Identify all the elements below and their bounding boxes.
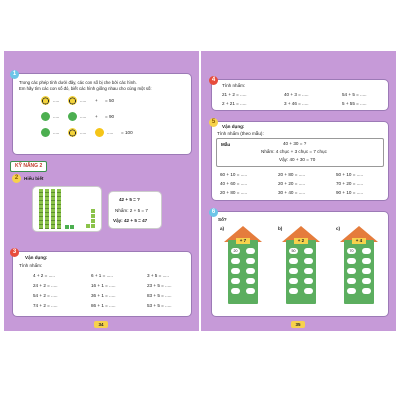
ten-rod [39, 189, 43, 229]
unit-block [70, 225, 74, 229]
calc-item: 24 + 2 = ..... [33, 283, 58, 288]
calc-item: 30 + 40 = ..... [278, 190, 306, 195]
house-input[interactable] [246, 288, 255, 294]
house-input[interactable]: 50 [289, 248, 298, 254]
house-sign: + 7 [236, 238, 250, 244]
calc-item: 20 + 80 = ..... [220, 190, 248, 195]
apply-title: Vận dụng: [222, 124, 245, 129]
house-input[interactable] [289, 288, 298, 294]
calc-item: 5 + 55 = ..... [342, 101, 367, 106]
house-label: c) [336, 226, 341, 231]
calc-item: 2 + 21 = ..... [222, 101, 247, 106]
calc-item: 6 + 1 = ..... [91, 273, 113, 278]
puzzle-card [12, 73, 192, 155]
unit-block [91, 219, 95, 223]
house-input[interactable] [347, 268, 356, 274]
number-house [284, 226, 318, 304]
frog-icon [41, 112, 50, 121]
section-number-badge: 1 [10, 70, 19, 79]
house-input[interactable] [362, 268, 371, 274]
bee-icon [41, 96, 50, 105]
house-input[interactable] [304, 258, 313, 264]
understand-answer: Vậy: 42 + 5 = 47 [113, 218, 148, 223]
example-expression: 40 + 30 = ? [283, 141, 307, 146]
section-number-badge: 3 [10, 248, 19, 257]
houses-card [211, 211, 389, 317]
understand-expression: 42 + 5 = ? [119, 197, 140, 202]
house-input[interactable] [231, 258, 240, 264]
calc-item: 40 + 60 = ..... [220, 181, 248, 186]
section-number-badge: 5 [209, 118, 218, 127]
example-box [216, 138, 384, 167]
calc-item: 60 + 10 = ..... [220, 172, 248, 177]
plus-sign: + [95, 114, 98, 119]
calc-item: 3 + 5 = ..... [147, 273, 169, 278]
calc-item: 3 + 46 = ..... [284, 101, 309, 106]
right-page [201, 51, 396, 331]
unit-block [91, 214, 95, 218]
house-input[interactable] [347, 278, 356, 284]
unit-block [65, 225, 69, 229]
calc-item: 23 + 5 = ..... [147, 283, 172, 288]
understand-card [32, 186, 102, 232]
calc-item: 83 + 5 = ..... [147, 293, 172, 298]
understand-explanation-card [108, 191, 162, 229]
skill-ribbon: KỸ NĂNG 2 [10, 161, 47, 172]
house-input[interactable] [246, 248, 255, 254]
bee-icon [68, 96, 77, 105]
chick-icon [95, 128, 104, 137]
example-answer: Vậy: 40 + 30 = 70 [279, 157, 316, 162]
house-input[interactable] [231, 278, 240, 284]
house-input[interactable] [231, 268, 240, 274]
puzzle-dots: ..... [53, 130, 60, 135]
equation-result: = 100 [121, 130, 133, 135]
puzzle-dots: ..... [53, 114, 60, 119]
house-input[interactable] [289, 278, 298, 284]
puzzle-dots: ..... [80, 130, 87, 135]
apply-subtitle: Tính nhẩm: [19, 263, 43, 268]
unit-block [86, 224, 90, 228]
calc-item: 4 + 2 = ..... [33, 273, 55, 278]
puzzle-dots: ..... [53, 98, 60, 103]
calc-item: 50 + 10 = ..... [336, 172, 364, 177]
calc-item: 70 + 20 = ..... [336, 181, 364, 186]
page-number: 35 [291, 321, 305, 328]
apply-card [12, 251, 192, 317]
apply-example-card [211, 121, 389, 201]
house-input[interactable] [231, 288, 240, 294]
calc-item: 40 + 3 = ..... [284, 92, 309, 97]
puzzle-intro-line1: Trong các phép tính dưới đây, các con số bị che bởi các hình. [19, 80, 137, 85]
apply-title: Vận dụng: [25, 255, 48, 260]
house-sign: + 4 [352, 238, 366, 244]
frog-icon [68, 112, 77, 121]
house-input[interactable] [304, 278, 313, 284]
house-input[interactable] [289, 258, 298, 264]
house-input[interactable] [246, 268, 255, 274]
section-number-badge: 4 [209, 76, 218, 85]
puzzle-dots: ..... [80, 114, 87, 119]
house-input[interactable] [304, 248, 313, 254]
understand-thinking: Nhẩm: 2 + 5 = 7 [115, 208, 148, 213]
calc-item: 74 + 2 = ..... [33, 303, 58, 308]
calc-item: 20 + 80 = ..... [278, 172, 306, 177]
ten-rod [45, 189, 49, 229]
frog-icon [41, 128, 50, 137]
houses-title: Số? [218, 217, 227, 222]
unit-block [91, 224, 95, 228]
puzzle-intro-line2: Em hãy tìm các con số đó, biết các hình giống nhau cho cùng một số: [19, 86, 152, 91]
calc-item: 86 + 1 = ..... [91, 303, 116, 308]
calc-title: Tính nhẩm: [222, 83, 246, 88]
house-input[interactable] [347, 258, 356, 264]
house-label: a) [220, 226, 225, 231]
unit-block [91, 209, 95, 213]
calc-item: 54 + 5 = ..... [342, 92, 367, 97]
house-input[interactable]: 70 [347, 248, 356, 254]
example-thinking: Nhẩm: 4 chục + 3 chục = 7 chục [261, 149, 327, 154]
number-house [226, 226, 260, 304]
calc-item: 21 + 2 = ..... [222, 92, 247, 97]
bee-icon [68, 128, 77, 137]
house-input[interactable] [304, 288, 313, 294]
house-label: b) [278, 226, 283, 231]
ten-rod [51, 189, 55, 229]
house-input[interactable] [347, 288, 356, 294]
equation-result: = 50 [105, 98, 115, 103]
calc-item: 90 + 10 = ..... [336, 190, 364, 195]
calc-item: 53 + 5 = ..... [147, 303, 172, 308]
house-input[interactable] [246, 278, 255, 284]
calc-item: 36 + 1 = ..... [91, 293, 116, 298]
house-input[interactable] [362, 258, 371, 264]
house-input[interactable]: 20 [231, 248, 240, 254]
section-number-badge: 6 [209, 208, 218, 217]
plus-sign: + [95, 98, 98, 103]
calc-item: 54 + 2 = ..... [33, 293, 58, 298]
equation-result: = 90 [105, 114, 115, 119]
house-input[interactable] [362, 288, 371, 294]
house-sign: + 2 [294, 238, 308, 244]
house-input[interactable] [246, 258, 255, 264]
ten-rod [57, 189, 61, 229]
house-input[interactable] [362, 248, 371, 254]
calc-item: 20 + 20 = ..... [278, 181, 306, 186]
apply-subtitle: Tính nhẩm (theo mẫu): [217, 131, 264, 136]
section-number-badge: 2 [12, 174, 21, 183]
example-label: Mẫu [221, 142, 231, 147]
page-number: 34 [94, 321, 108, 328]
number-house [342, 226, 376, 304]
understand-label: Hiểu biết [24, 176, 44, 181]
house-input[interactable] [289, 268, 298, 274]
calc-item: 16 + 1 = ..... [91, 283, 116, 288]
left-page [4, 51, 199, 331]
puzzle-dots: ..... [107, 130, 114, 135]
calc-card [211, 79, 389, 111]
puzzle-dots: ..... [80, 98, 87, 103]
house-input[interactable] [304, 268, 313, 274]
house-input[interactable] [362, 278, 371, 284]
